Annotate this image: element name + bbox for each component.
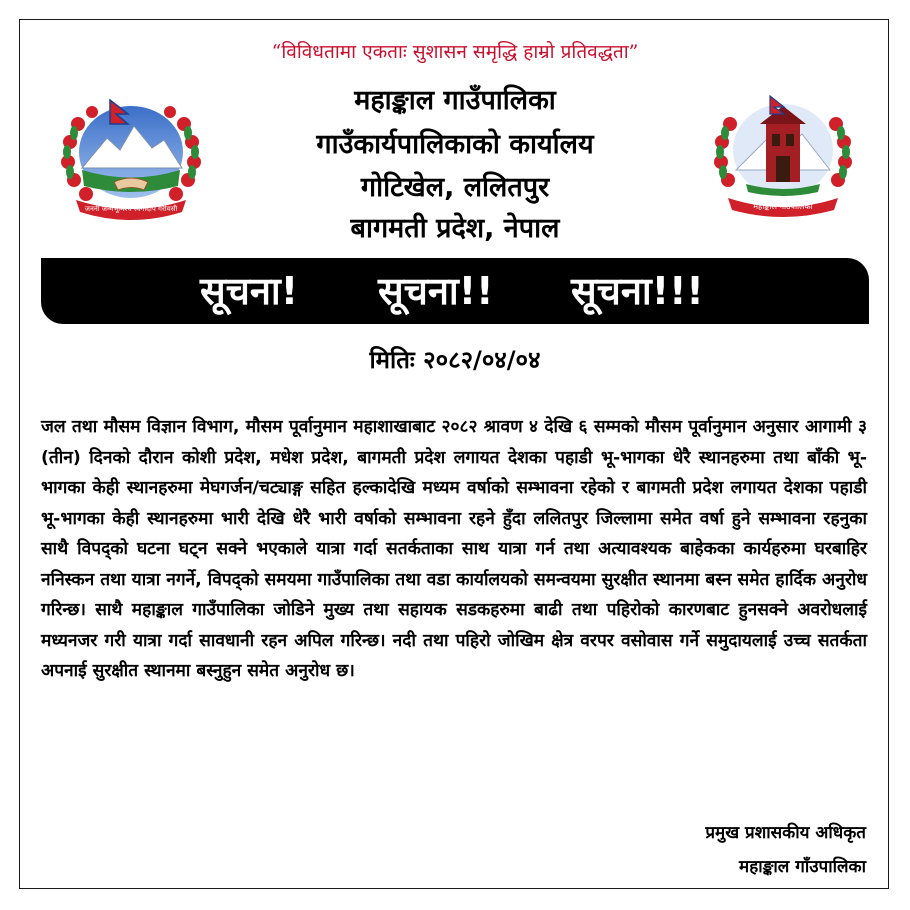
nepal-emblem-icon (52, 90, 210, 220)
banner-word-2: सूचना!! (378, 269, 494, 313)
signatory-office: महाङ्काल गाँउपालिका (739, 857, 866, 877)
municipality-logo-icon (706, 90, 861, 218)
province-country: बागमती प्रदेश, नेपाल (350, 213, 560, 244)
municipality-name: महाङ्काल गाउँपालिका (354, 85, 556, 116)
banner-word-3: सूचना!!! (571, 269, 704, 313)
notice-body: जल तथा मौसम विज्ञान विभाग, मौसम पूर्वानुमान महाशाखाबाट २०८२ श्रावण ४ देखि ६ सम्मको मौसम पूर्वानुमान अनुसार आगामी ३ (तीन) दिनको दौरान कोशी प्रदेश, मधेश प्रदेश, बागमती प्रदेश लगायत देशका पहाडी भू-भागका धेरै स्थानहरुमा तथा बाँकी भू-भागका केही स्थानहरुमा मेघगर्जन/चट्याङ्ग सहित हल्कादेखि मध्यम वर्षाको सम्भावना रहेको र बागमती प्रदेश लगायत देशका पहाडी भू-भागका केही स्थानहरुमा भारी देखि धेरै भारी वर्षाको सम्भावना रहने हुँदा ललितपुर जिल्लामा समेत वर्षा हुने सम्भावना रहनुका साथै विपद्को घटना घट्न सक्ने भएकाले यात्रा गर्दा सतर्कताका साथ यात्रा गर्न तथा अत्यावश्यक बाहेकका कार्यहरुमा घरबाहिर ननिस्कन तथा यात्रा नगर्ने, विपद्को समयमा गाउँपालिका तथा वडा कार्यालयको समन्वयमा सुरक्षीत स्थानमा बस्न समेत हार्दिक अनुरोध गरिन्छ। साथै महाङ्काल गाउँपालिका जोडिने मुख्य तथा सहायक सडकहरुमा बाढी तथा पहिरोको कारणबाट हुनसक्ने अवरोधलाई मध्यनजर गरी यात्रा गर्दा सावधानी रहन अपिल गरिन्छ। नदी तथा पहिरो जोखिम क्षेत्र वरपर वसोवास गर्ने समुदायलाई उच्च सतर्कता अपनाई सुरक्षीत स्थानमा बस्नुहुन समेत अनुरोध छ। (41, 417, 867, 681)
logo-text: महाङ्काल गाउँपालिका (753, 202, 813, 211)
notice-date: मितिः २०८२/०४/०४ (369, 346, 541, 374)
office-name: गाउँकार्यपालिकाको कार्यालय (316, 129, 594, 160)
banner-word-1: सूचना! (200, 269, 299, 313)
emblem-motto-text: जननी जन्मभूमिश्च स्वर्गादपि गरीयसी (84, 205, 178, 213)
motto: “विविधतामा एकताः सुशासन समृद्धि हाम्रो प्रतिवद्धता” (271, 41, 639, 63)
signatory-title: प्रमुख प्रशासकीय अधिकृत (705, 823, 866, 843)
office-address: गोटिखेल, ललितपुर (360, 172, 550, 203)
